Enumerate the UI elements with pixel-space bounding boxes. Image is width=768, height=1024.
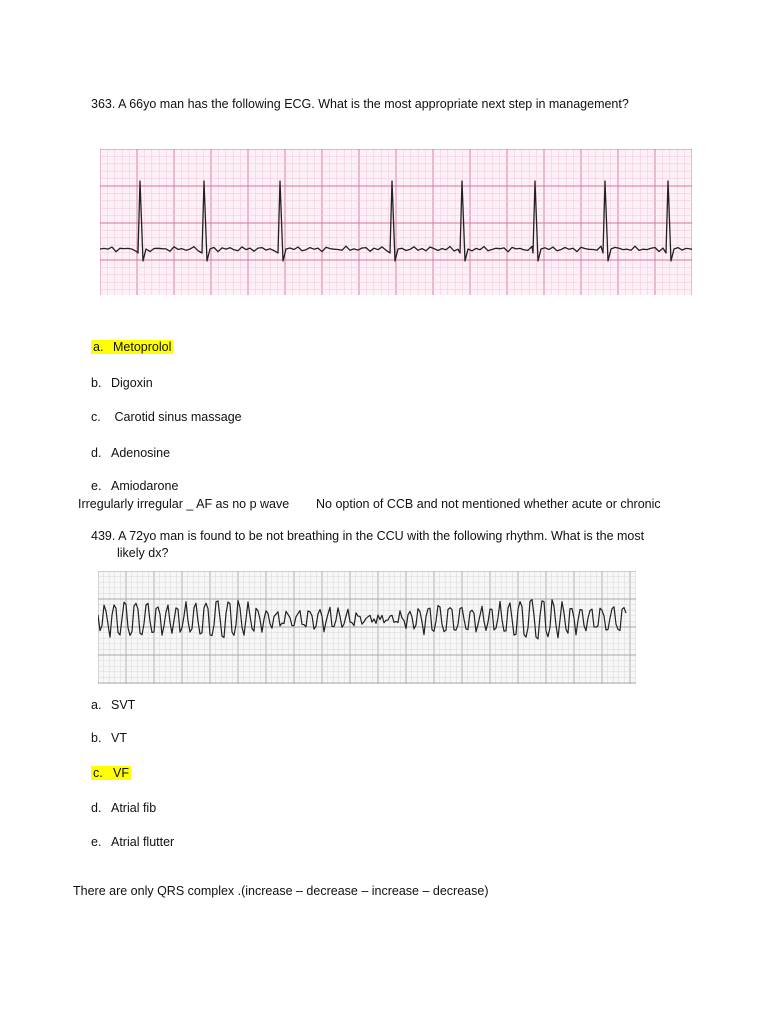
q1-explanation-left: Irregularly irregular _ AF as no p wave xyxy=(78,497,290,511)
q2-option-d[interactable]: d. Atrial fib xyxy=(91,801,157,815)
question-439-text-cont: likely dx? xyxy=(117,546,169,560)
q1-explanation-right: No option of CCB and not mentioned whether acute or chronic xyxy=(316,497,661,511)
q2-option-a[interactable]: a. SVT xyxy=(91,698,136,712)
q1-option-e[interactable]: e. Amiodarone xyxy=(91,479,179,493)
ecg-strip-af xyxy=(100,149,692,295)
question-363-text: 363. A 66yo man has the following ECG. What is the most appropriate next step in management? xyxy=(91,97,629,111)
q2-option-c[interactable] xyxy=(91,765,131,781)
q2-option-e[interactable]: e. Atrial flutter xyxy=(91,835,175,849)
ecg-grid xyxy=(100,149,692,295)
q1-option-b[interactable]: b. Digoxin xyxy=(91,376,153,390)
q2-explanation: There are only QRS complex .(increase – decrease – increase – decrease) xyxy=(73,884,489,898)
q1-option-c[interactable]: c. Carotid sinus massage xyxy=(91,410,242,424)
answer-highlight: c. VF xyxy=(93,766,129,780)
q2-option-b[interactable]: b. VT xyxy=(91,731,127,745)
ecg-strip-vf xyxy=(98,571,636,684)
question-439-text: 439. A 72yo man is found to be not breathing in the CCU with the following rhythm. What is the most xyxy=(91,529,645,543)
q1-option-a[interactable] xyxy=(91,339,173,355)
answer-highlight: a. Metoprolol xyxy=(93,340,172,354)
q1-option-d[interactable]: d. Adenosine xyxy=(91,446,171,460)
